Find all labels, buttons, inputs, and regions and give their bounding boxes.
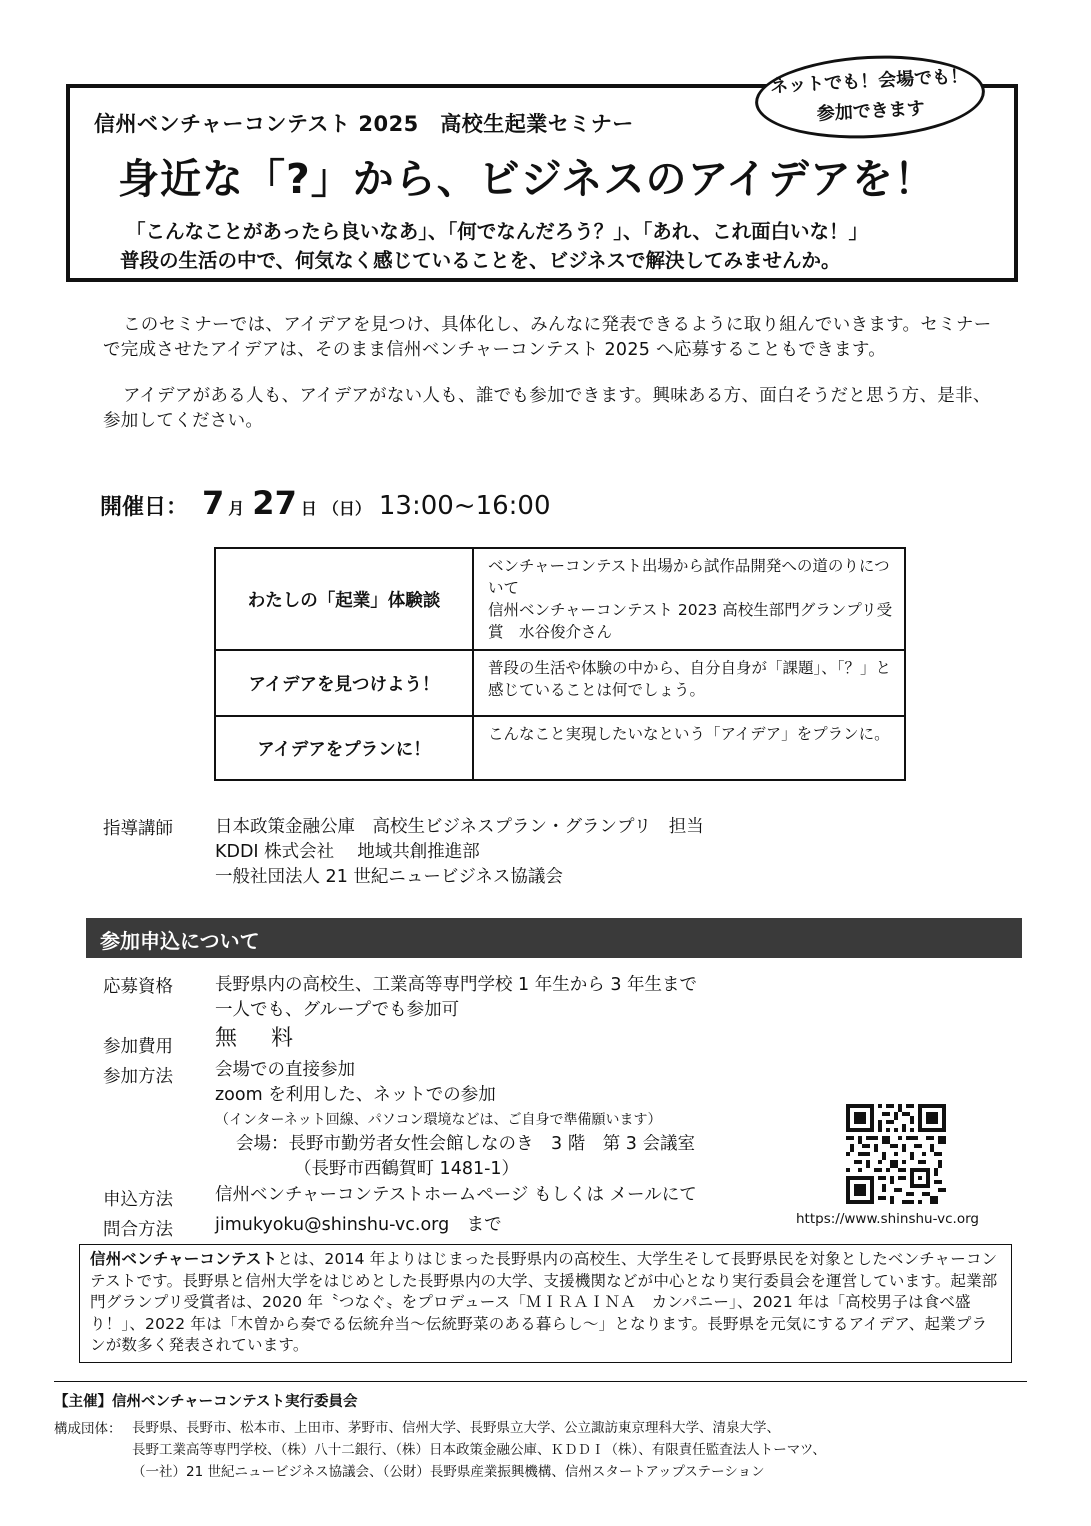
instructor-line: KDDI 株式会社 地域共創推進部 <box>215 842 480 862</box>
date-time: 13:00~16:00 <box>378 491 551 521</box>
eligibility-label: 応募資格 <box>103 977 173 997</box>
application-value: 信州ベンチャーコンテストホームページ もしくは メールにて <box>215 1185 697 1205</box>
members-line: 長野工業高等専門学校、（株）八十二銀行、（株）日本政策金融公庫、ＫＤＤＩ（株）、有限責任監査法人トーマツ、 <box>132 1442 826 1458</box>
fee-label: 参加費用 <box>103 1037 173 1057</box>
program-row <box>216 717 904 779</box>
members-list <box>132 1417 826 1483</box>
venue-line: 会場：長野市勤労者女性会館しなのき 3 階 第 3 会議室 <box>236 1134 695 1154</box>
about-title: 信州ベンチャーコンテスト <box>90 1250 278 1268</box>
badge-line-1: ネットでも！会場でも！ <box>769 65 969 98</box>
intro-paragraph-2: アイデアがある人も、アイデアがない人も、誰でも参加できます。興味ある方、面白そうだと思う方、是非、参加してください。 <box>103 386 991 431</box>
application-section-title: 参加申込について <box>86 918 1022 958</box>
program-title: アイデアを見つけよう！ <box>216 651 474 715</box>
method-note: （インターネット回線、パソコン環境などは、ご自身で準備願います） <box>215 1112 662 1128</box>
members-line: （一社）21 世紀ニュービジネス協議会、（公財）長野県産業振興機構、信州スタートアップステーション <box>132 1464 765 1480</box>
program-title: わたしの「起業」体験談 <box>216 549 474 649</box>
method-line: 会場での直接参加 <box>215 1060 355 1080</box>
event-headline: 身近な「?」から、ビジネスのアイデアを！ <box>118 155 936 203</box>
members-line: 長野県、長野市、松本市、上田市、茅野市、信州大学、長野県立大学、公立諏訪東京理科大学、清泉大学、 <box>132 1420 780 1436</box>
program-row <box>216 651 904 717</box>
event-date <box>100 484 551 522</box>
eligibility-line: 一人でも、グループでも参加可 <box>215 1000 460 1020</box>
date-label: 開催日： <box>100 495 189 520</box>
method-value <box>215 1058 661 1133</box>
instructors-list <box>215 815 704 890</box>
eligibility-line: 長野県内の高校生、工業高等専門学校 1 年生から 3 年生まで <box>215 975 698 995</box>
intro-paragraph-1: このセミナーでは、アイデアを見つけ、具体化し、みんなに発表できるように取り組んでいきます。セミナーで完成させたアイデアは、そのまま信州ベンチャーコンテスト 2025 へ応募することもできます。 <box>103 315 992 360</box>
footer-divider <box>54 1381 1027 1382</box>
header-tagline-1: 「こんなことがあったら良いなあ」、「何でなんだろう？」、「あれ、これ面白いな！」 <box>126 220 868 243</box>
program-description: ベンチャーコンテスト出場から試作品開発への道のりについて 信州ベンチャーコンテスト 2023 高校生部門グランプリ受賞 水谷俊介さん <box>488 557 893 641</box>
program-title: アイデアをプランに！ <box>216 717 474 779</box>
event-subtitle: 信州ベンチャーコンテスト 2025 高校生起業セミナー <box>94 112 634 136</box>
program-description: 普段の生活や体験の中から、自分自身が「課題」、「？」と感じていることは何でしょう。 <box>488 659 892 699</box>
program-row <box>216 549 904 651</box>
date-weekday: （日） <box>322 499 371 518</box>
badge-line-2: 参加できます <box>816 98 926 125</box>
contact-email[interactable]: jimukyoku@shinshu-vc.org まで <box>215 1215 502 1235</box>
header-tagline-2: 普段の生活の中で、何気なく感じていることを、ビジネスで解決してみませんか。 <box>120 249 841 272</box>
organizer: 【主催】信州ベンチャーコンテスト実行委員会 <box>54 1394 358 1410</box>
program-description: こんなこと実現したいなという「アイデア」をプランに。 <box>488 725 890 743</box>
venue-address: （長野市西鶴賀町 1481-1） <box>294 1159 520 1179</box>
fee-value: 無 料 <box>215 1026 300 1051</box>
date-day: 27 <box>252 484 297 522</box>
application-label: 申込方法 <box>103 1190 173 1210</box>
date-month-unit: 月 <box>228 499 245 518</box>
eligibility-value <box>215 973 697 1023</box>
method-label: 参加方法 <box>103 1067 173 1087</box>
about-text: とは、2014 年よりはじまった長野県内の高校生、大学生そして長野県民を対象としたベンチャーコンテストです。長野県と信州大学をはじめとした長野県内の大学、支援機関などが中心となり実行委員会を運営しています。起業部門グランプリ受賞者は、2020 年〝つなぐ〟をプロデュース「ＭＩＲＡＩＮＡ カンパニー」、2021 年は「高校男子は食べ盛り！」、2022 年は「木曽から奏でる伝統弁当～伝統野菜のある暮らし～」となります。長野県を元気にするアイデア、起業プランが数多く発表されています。 <box>90 1250 998 1354</box>
program-table <box>214 547 906 781</box>
instructor-line: 日本政策金融公庫 高校生ビジネスプラン・グランプリ 担当 <box>215 817 704 837</box>
about-box <box>79 1244 1012 1363</box>
date-month: 7 <box>202 484 225 522</box>
method-line: zoom を利用した、ネットでの参加 <box>215 1085 496 1105</box>
website-url[interactable]: https://www.shinshu-vc.org <box>796 1211 979 1227</box>
contact-label: 問合方法 <box>103 1220 173 1240</box>
instructor-line: 一般社団法人 21 世紀ニュービジネス協議会 <box>215 867 563 887</box>
venue <box>236 1132 695 1182</box>
date-day-unit: 日 <box>300 499 317 518</box>
qr-code[interactable] <box>846 1104 946 1204</box>
members-label: 構成団体： <box>54 1421 122 1437</box>
instructors-label: 指導講師 <box>103 819 173 839</box>
